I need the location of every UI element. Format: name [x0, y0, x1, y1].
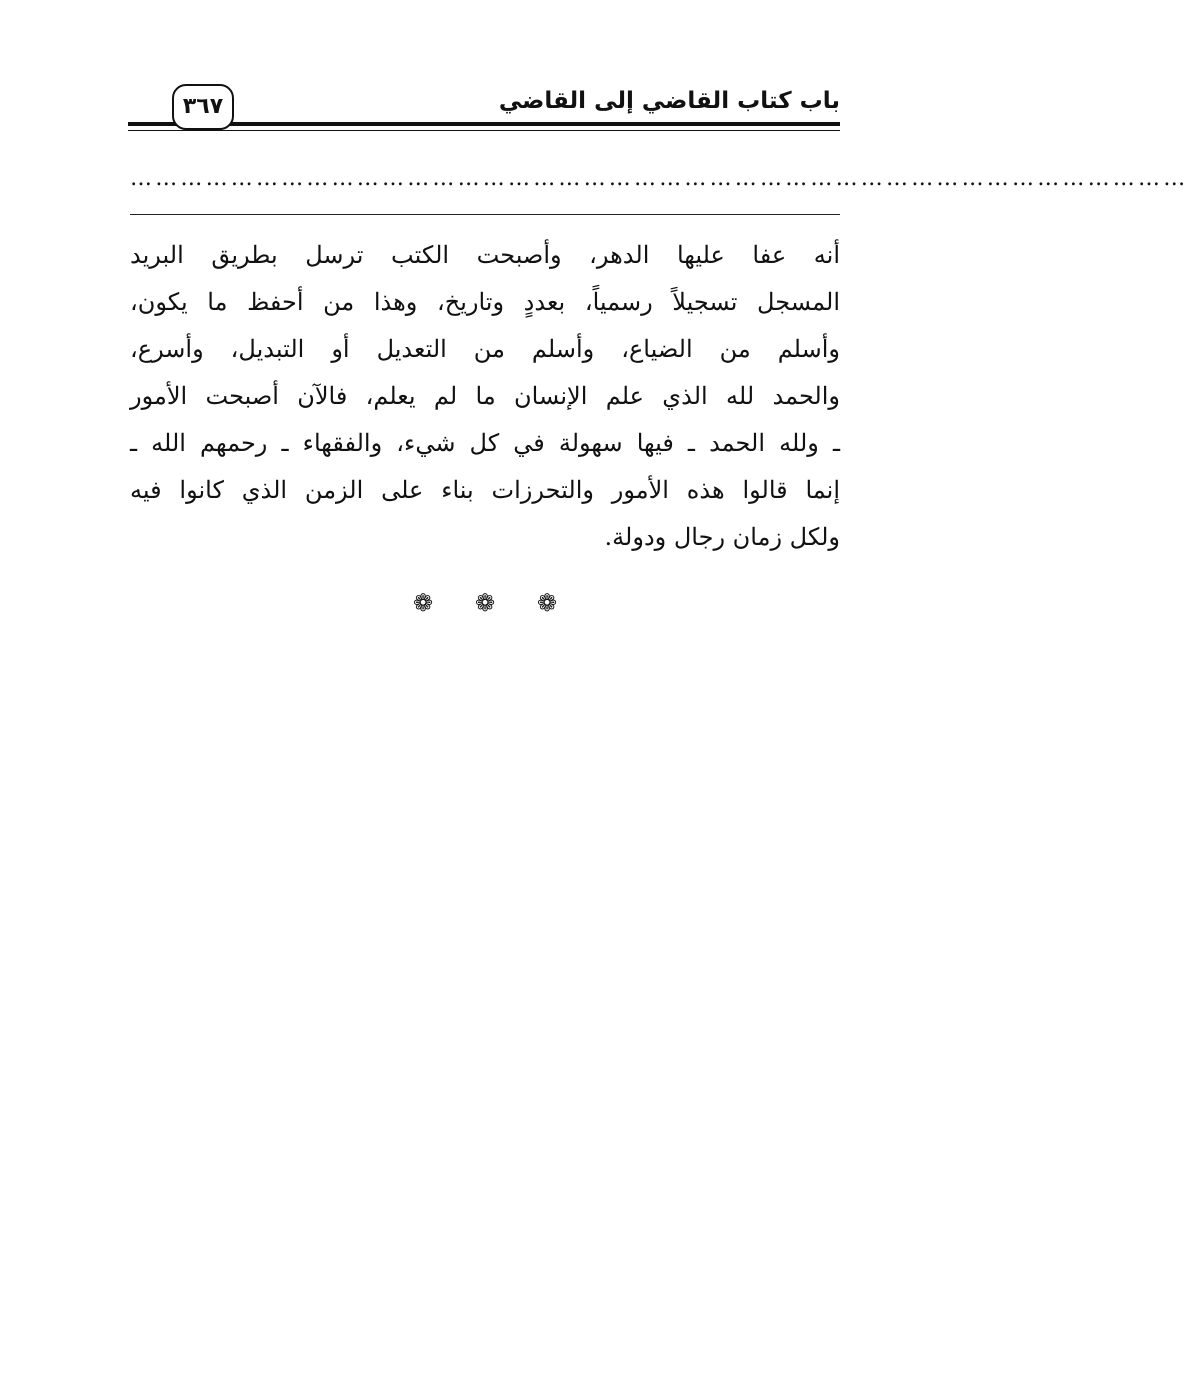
text-line: ـ ولله الحمد ـ فيها سهولة في كل شيء، والفقهاء ـ رحمهم الله ـ — [130, 429, 840, 457]
text-line: ولكل زمان رجال ودولة. — [604, 523, 840, 551]
section-end-ornaments — [410, 590, 560, 620]
text-line: وأسلم من الضياع، وأسلم من التعديل أو التبديل، وأسرع، — [130, 335, 840, 363]
text-line: المسجل تسجيلاً رسمياً، بعددٍ وتاريخ، وهذا من أحفظ ما يكون، — [130, 288, 840, 316]
text-line: والحمد لله الذي علم الإنسان ما لم يعلم، فالآن أصبحت الأمور — [130, 382, 840, 410]
page-number: ٣٦٧ — [172, 84, 234, 130]
dotted-line — [130, 166, 1188, 192]
text-line: أنه عفا عليها الدهر، وأصبحت الكتب ترسل بطريق البريد — [130, 241, 840, 269]
page-header — [128, 78, 840, 138]
header-rule-thick — [128, 122, 840, 126]
flower-ornament-icon: ❁ — [412, 589, 434, 617]
header-rule-thin — [128, 130, 840, 131]
text-line: إنما قالوا هذه الأمور والتحرزات بناء على الزمن الذي كانوا فيه — [130, 476, 840, 504]
chapter-title: باب كتاب القاضي إلى القاضي — [498, 88, 840, 114]
footnote-separator — [130, 214, 840, 215]
dotted-line-text: ……………………………………………………………………………………………………………… — [130, 166, 1188, 191]
body-text — [130, 232, 840, 561]
flower-ornament-icon: ❁ — [474, 589, 496, 617]
flower-ornament-icon: ❁ — [536, 589, 558, 617]
